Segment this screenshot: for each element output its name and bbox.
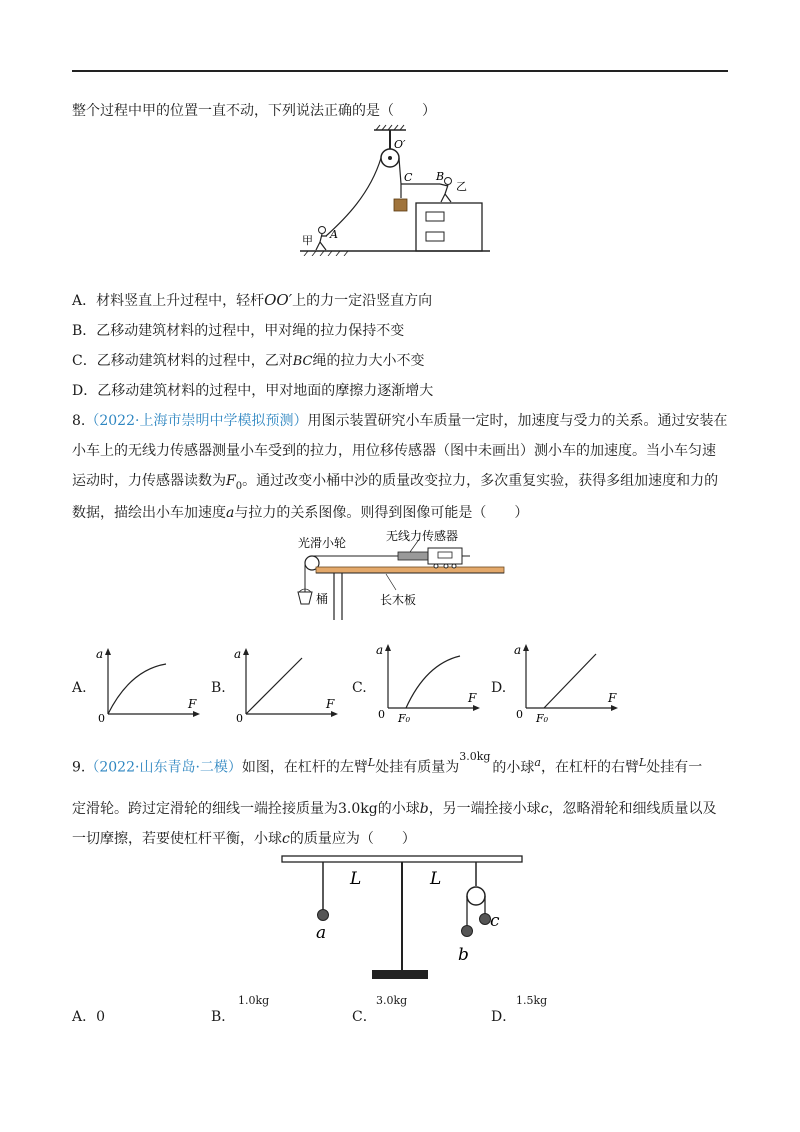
q9-option-b: B． xyxy=(211,1009,236,1025)
q7-stem: 整个过程中甲的位置一直不动，下列说法正确的是（ ） xyxy=(72,103,436,119)
q7-option-a: A．材料竖直上升过程中，轻杆OO′上的力一定沿竖直方向 xyxy=(72,291,433,309)
q7-label-A: A xyxy=(330,228,338,241)
q9-lever-figure xyxy=(280,852,526,986)
q8-graph-a-origin: 0 xyxy=(98,712,105,724)
q8-line3: 运动时，力传感器读数为$F_0$。通过改变小桶中沙的质量改变拉力，多次重复实验，获得多组加速度和力的 xyxy=(72,473,719,492)
q8-graph-d-x: F xyxy=(608,691,617,705)
q7-label-O: O′ xyxy=(394,138,406,151)
q9-option-c-value: 3.0kg xyxy=(376,994,408,1007)
q8-graph-d-f0: F₀ xyxy=(536,712,549,725)
q8-label-bucket: 桶 xyxy=(316,592,329,606)
q8-graph-d-y: a xyxy=(514,643,522,657)
q7-option-c: C．乙移动建筑材料的过程中，乙对BC绳的拉力大小不变 xyxy=(72,353,425,369)
q9-line3: 一切摩擦，若要使杠杆平衡，小球c的质量应为（ ） xyxy=(72,831,416,847)
q8-graph-c-f0: F₀ xyxy=(398,712,411,725)
q7-label-B: B xyxy=(436,170,445,183)
q8-graph-d-origin: 0 xyxy=(516,708,523,721)
q8-option-c-label: C. xyxy=(352,680,367,696)
q8-graph-a-x: F xyxy=(188,697,197,711)
q9-option-c: C． xyxy=(352,1009,377,1025)
q8-graph-b-y: a xyxy=(234,647,242,661)
q8-graph-b-origin: 0 xyxy=(236,712,243,724)
q8-label-sensor: 无线力传感器 xyxy=(386,529,459,543)
q9-fig-L-left: L xyxy=(350,869,362,889)
q9-fig-ball-a: a xyxy=(316,923,327,943)
q8-line2: 小车上的无线力传感器测量小车受到的拉力，用位移传感器（图中未画出）测小车的加速度。当小车匀速 xyxy=(72,443,716,459)
q8-graph-b xyxy=(230,646,340,724)
q9-fig-ball-b: b xyxy=(458,945,469,965)
q8-label-board: 长木板 xyxy=(380,593,417,607)
q9-source: （2022·山东青岛·二模） xyxy=(85,759,242,776)
q8-graph-a-y: a xyxy=(96,647,104,661)
q8-graph-c-y: a xyxy=(376,643,384,657)
q8-graph-b-x: F xyxy=(326,697,335,711)
q9-fig-ball-c: c xyxy=(490,911,500,931)
q7-option-b: B．乙移动建筑材料的过程中，甲对绳的拉力保持不变 xyxy=(72,323,405,339)
q9-option-d-value: 1.5kg xyxy=(516,994,548,1007)
q8-graph-c-x: F xyxy=(468,691,477,705)
q7-figure xyxy=(290,124,500,256)
q7-option-d: D．乙移动建筑材料的过程中，甲对地面的摩擦力逐渐增大 xyxy=(72,383,434,399)
header-rule xyxy=(72,70,728,72)
q9-line1: 9.（2022·山东青岛·二模）如图，在杠杆的左臂$^L$处挂有质量为$^{3.0kg}$的小球$^a$，在杠杆的右臂$^L$处挂有一 xyxy=(72,750,703,776)
q8-option-a-label: A. xyxy=(72,680,87,696)
q8-graph-d xyxy=(510,642,622,726)
q8-apparatus-figure xyxy=(290,528,510,624)
q8-line4: 数据，描绘出小车加速度a与拉力的关系图像。则得到图像可能是（ ） xyxy=(72,505,529,521)
q7-label-yi: 乙 xyxy=(456,180,467,193)
q9-option-a: A．0 xyxy=(72,1009,106,1025)
q8-graph-c-origin: 0 xyxy=(378,708,385,721)
q9-fig-L-right: L xyxy=(430,869,442,889)
q8-option-d-label: D. xyxy=(491,680,507,696)
q8-source: （2022·上海市崇明中学模拟预测） xyxy=(85,413,308,429)
q9-option-d: D． xyxy=(491,1009,517,1025)
q8-line1: 8.（2022·上海市崇明中学模拟预测）用图示装置研究小车质量一定时，加速度与受力的关系。通过安装在 xyxy=(72,413,728,429)
q8-label-pulley: 光滑小轮 xyxy=(298,536,347,550)
q8-graph-a xyxy=(92,646,202,724)
q8-graph-c xyxy=(372,642,482,726)
q9-option-b-value: 1.0kg xyxy=(238,994,270,1007)
q9-line2: 定滑轮。跨过定滑轮的细线一端拴接质量为3.0kg的小球b，另一端拴接小球c，忽略滑轮和细线质量以及 xyxy=(72,801,717,817)
q8-option-b-label: B. xyxy=(211,680,226,696)
q7-label-C: C xyxy=(404,171,413,184)
q7-label-jia: 甲 xyxy=(302,234,313,247)
